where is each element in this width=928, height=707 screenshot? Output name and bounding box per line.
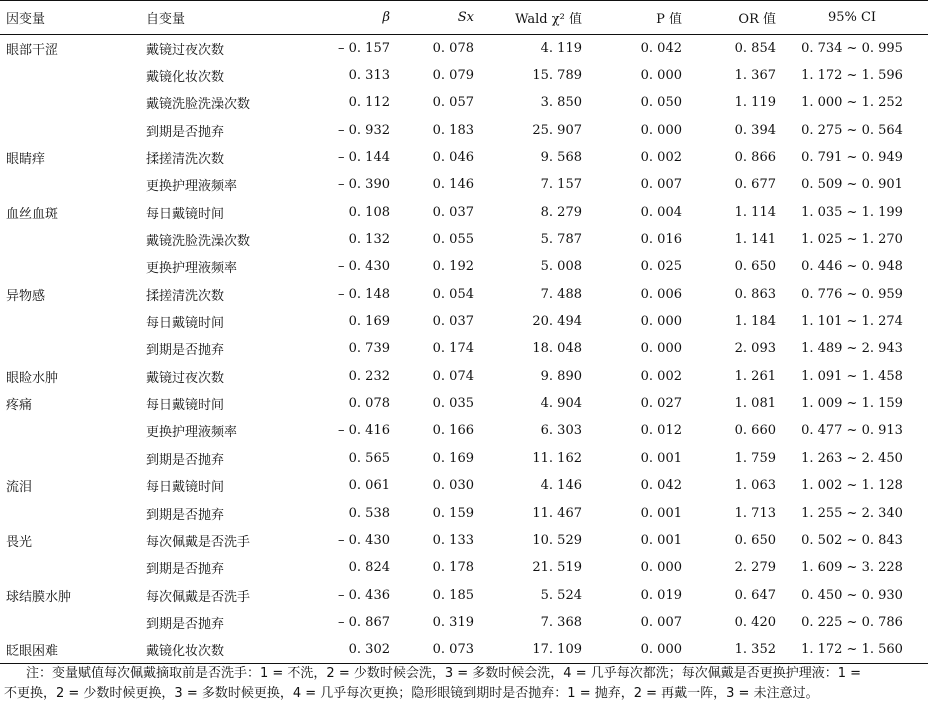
cell-dependent (0, 171, 132, 198)
header-or: OR 值 (682, 1, 776, 35)
cell-sx: 0. 169 (432, 450, 474, 466)
cell-wald: 21. 519 (532, 560, 582, 576)
cell-dependent (0, 335, 132, 362)
cell-or: 1. 759 (734, 450, 776, 466)
cell-or: 1. 063 (734, 478, 776, 494)
cell-or: 0. 394 (734, 122, 776, 138)
cell-independent: 戴镜化妆次数 (132, 636, 302, 663)
cell-p: 0. 000 (640, 68, 682, 84)
cell-beta: – 0. 390 (338, 177, 390, 193)
header-independent: 自变量 (132, 1, 302, 35)
table-row (0, 554, 928, 581)
cell-ci: 0. 275 ~ 0. 564 (801, 122, 903, 138)
cell-beta: – 0. 430 (338, 532, 390, 548)
cell-sx: 0. 037 (432, 314, 474, 330)
cell-ci: 1. 009 ~ 1. 159 (801, 396, 903, 412)
header-p: P 值 (582, 1, 682, 35)
cell-or: 0. 677 (734, 177, 776, 193)
cell-ci: 1. 263 ~ 2. 450 (801, 450, 903, 466)
cell-wald: 15. 789 (532, 68, 582, 84)
cell-beta: – 0. 867 (338, 614, 390, 630)
cell-ci: 1. 025 ~ 1. 270 (801, 232, 903, 248)
cell-wald: 5. 787 (540, 232, 582, 248)
cell-sx: 0. 159 (432, 505, 474, 521)
cell-independent: 到期是否抛弃 (146, 343, 225, 359)
table-row (0, 527, 928, 554)
cell-wald: 5. 524 (540, 587, 582, 603)
cell-ci: 1. 172 ~ 1. 596 (801, 68, 903, 84)
cell-dependent (0, 445, 132, 472)
cell-p: 0. 007 (640, 614, 682, 630)
cell-wald: 3. 850 (540, 95, 582, 111)
table-row (0, 581, 928, 608)
cell-ci: 0. 776 ~ 0. 959 (801, 286, 903, 302)
cell-beta: 0. 565 (348, 450, 390, 466)
cell-ci: 0. 502 ~ 0. 843 (801, 532, 903, 548)
cell-p: 0. 007 (640, 177, 682, 193)
cell-sx: 0. 178 (432, 560, 474, 576)
cell-dependent: 眼部干涩 (6, 42, 59, 58)
cell-independent: 更换护理液频率 (146, 425, 238, 441)
cell-sx: 0. 183 (432, 122, 474, 138)
cell-wald: 4. 146 (540, 478, 582, 494)
cell-beta: – 0. 430 (338, 259, 390, 275)
cell-dependent (0, 62, 132, 89)
cell-or: 0. 420 (734, 614, 776, 630)
table-row (0, 226, 928, 253)
cell-dependent: 眨眼困难 (0, 636, 132, 663)
cell-independent: 戴镜过夜次数 (146, 370, 225, 386)
cell-independent: 每日戴镜时间 (146, 316, 225, 332)
cell-dependent: 眼睛痒 (6, 152, 46, 168)
cell-wald: 8. 279 (540, 204, 582, 220)
cell-independent: 到期是否抛弃 (146, 452, 225, 468)
cell-wald: 4. 904 (540, 396, 582, 412)
cell-beta: – 0. 932 (338, 122, 390, 138)
cell-beta: 0. 313 (348, 68, 390, 84)
cell-p: 0. 016 (640, 232, 682, 248)
cell-ci: 0. 791 ~ 0. 949 (801, 150, 903, 166)
cell-or: 0. 854 (734, 40, 776, 56)
cell-sx: 0. 078 (432, 40, 474, 56)
header-dependent: 因变量 (0, 1, 132, 35)
cell-wald: 11. 467 (532, 505, 582, 521)
cell-ci: 0. 477 ~ 0. 913 (801, 423, 903, 439)
cell-p: 0. 012 (640, 423, 682, 439)
cell-dependent (0, 308, 132, 335)
cell-p: 0. 002 (640, 150, 682, 166)
table-row (0, 363, 928, 390)
cell-ci: 0. 225 ~ 0. 786 (801, 614, 903, 630)
cell-sx: 0. 035 (432, 396, 474, 412)
cell-ci: 0. 446 ~ 0. 948 (801, 259, 903, 275)
cell-p: 0. 000 (640, 341, 682, 357)
cell-p: 0. 000 (582, 636, 682, 663)
cell-dependent (0, 417, 132, 444)
cell-beta: 0. 232 (348, 368, 390, 384)
cell-independent: 每日戴镜时间 (146, 398, 225, 414)
cell-beta: 0. 078 (348, 396, 390, 412)
cell-beta: 0. 061 (348, 478, 390, 494)
cell-ci: 1. 101 ~ 1. 274 (801, 314, 903, 330)
table-footnote (0, 664, 924, 704)
cell-independent: 到期是否抛弃 (146, 507, 225, 523)
cell-p: 0. 042 (640, 478, 682, 494)
cell-p: 0. 000 (640, 314, 682, 330)
cell-beta: 0. 112 (348, 95, 390, 111)
cell-beta: – 0. 436 (338, 587, 390, 603)
cell-dependent (0, 226, 132, 253)
cell-independent: 戴镜过夜次数 (146, 42, 225, 58)
cell-dependent: 眼睑水肿 (6, 370, 59, 386)
cell-sx: 0. 055 (432, 232, 474, 248)
table-row (0, 171, 928, 198)
cell-p: 0. 004 (640, 204, 682, 220)
cell-or: 1. 081 (734, 396, 776, 412)
header-beta: β (302, 1, 390, 35)
cell-beta: 0. 169 (348, 314, 390, 330)
table-row (0, 253, 928, 280)
cell-dependent: 球结膜水肿 (6, 589, 72, 605)
cell-p: 0. 027 (640, 396, 682, 412)
table-row (0, 390, 928, 417)
cell-or: 1. 352 (682, 636, 776, 663)
cell-p: 0. 019 (640, 587, 682, 603)
cell-beta: – 0. 144 (338, 150, 390, 166)
cell-sx: 0. 030 (432, 478, 474, 494)
table-row (0, 89, 928, 116)
cell-p: 0. 042 (640, 40, 682, 56)
cell-dependent (0, 554, 132, 581)
cell-beta: 0. 132 (348, 232, 390, 248)
cell-wald: 5. 008 (540, 259, 582, 275)
cell-sx: 0. 046 (432, 150, 474, 166)
cell-or: 2. 093 (734, 341, 776, 357)
cell-p: 0. 002 (640, 368, 682, 384)
cell-sx: 0. 166 (432, 423, 474, 439)
cell-p: 0. 001 (640, 450, 682, 466)
table-row (0, 35, 928, 62)
cell-wald: 10. 529 (532, 532, 582, 548)
cell-or: 1. 367 (734, 68, 776, 84)
cell-p: 0. 000 (640, 560, 682, 576)
cell-sx: 0. 146 (432, 177, 474, 193)
cell-independent: 每日戴镜时间 (146, 480, 225, 496)
cell-dependent: 疼痛 (6, 398, 33, 414)
cell-independent: 每日戴镜时间 (146, 206, 225, 222)
cell-sx: 0. 192 (432, 259, 474, 275)
table-row (0, 417, 928, 444)
cell-p: 0. 000 (640, 122, 682, 138)
table-row (0, 144, 928, 171)
cell-p: 0. 006 (640, 286, 682, 302)
cell-or: 0. 660 (734, 423, 776, 439)
cell-or: 1. 713 (734, 505, 776, 521)
cell-beta: 0. 302 (302, 636, 390, 663)
cell-or: 1. 141 (734, 232, 776, 248)
cell-ci: 1. 489 ~ 2. 943 (801, 341, 903, 357)
cell-or: 0. 647 (734, 587, 776, 603)
cell-wald: 20. 494 (532, 314, 582, 330)
header-ci: 95% CI (776, 1, 928, 35)
cell-wald: 7. 157 (540, 177, 582, 193)
cell-dependent: 血丝血斑 (6, 206, 59, 222)
cell-ci: 1. 091 ~ 1. 458 (801, 368, 903, 384)
table-row (0, 308, 928, 335)
footnote-line-2: 不更换，2 = 少数时候更换，3 = 多数时候更换，4 = 几乎每次更换；隐形眼镜到期时是否抛弃：1 = 抛弃，2 = 再戴一阵，3 = 未注意过。 (4, 686, 819, 701)
cell-independent: 揉搓清洗次数 (146, 152, 225, 168)
cell-sx: 0. 054 (432, 286, 474, 302)
table-row (0, 281, 928, 308)
cell-or: 1. 114 (734, 204, 776, 220)
cell-dependent: 异物感 (6, 288, 46, 304)
cell-ci: 1. 000 ~ 1. 252 (801, 95, 903, 111)
cell-wald: 17. 109 (474, 636, 582, 663)
cell-or: 0. 650 (734, 532, 776, 548)
cell-independent: 到期是否抛弃 (146, 124, 225, 140)
cell-ci: 0. 450 ~ 0. 930 (801, 587, 903, 603)
header-row (0, 1, 928, 35)
cell-or: 1. 261 (734, 368, 776, 384)
cell-sx: 0. 319 (432, 614, 474, 630)
cell-dependent: 流泪 (6, 480, 33, 496)
table-header (0, 1, 928, 35)
cell-or: 1. 184 (734, 314, 776, 330)
cell-wald: 4. 119 (540, 40, 582, 56)
cell-or: 2. 279 (734, 560, 776, 576)
table-row (0, 499, 928, 526)
cell-independent: 戴镜洗脸洗澡次数 (146, 97, 251, 113)
cell-ci: 1. 172 ~ 1. 560 (776, 636, 928, 663)
table-row (0, 609, 928, 636)
cell-dependent (0, 609, 132, 636)
table-row (0, 62, 928, 89)
cell-wald: 9. 890 (540, 368, 582, 384)
cell-dependent: 畏光 (6, 534, 33, 550)
cell-ci: 1. 002 ~ 1. 128 (801, 478, 903, 494)
cell-sx: 0. 073 (390, 636, 474, 663)
table-row (0, 199, 928, 226)
cell-sx: 0. 079 (432, 68, 474, 84)
cell-independent: 戴镜洗脸洗澡次数 (146, 234, 251, 250)
cell-dependent (0, 89, 132, 116)
cell-independent: 揉搓清洗次数 (146, 288, 225, 304)
cell-sx: 0. 057 (432, 95, 474, 111)
header-sx: Sx (390, 1, 474, 35)
cell-independent: 到期是否抛弃 (146, 562, 225, 578)
cell-wald: 25. 907 (532, 122, 582, 138)
cell-independent: 更换护理液频率 (146, 261, 238, 277)
cell-p: 0. 025 (640, 259, 682, 275)
cell-dependent (0, 117, 132, 144)
cell-beta: – 0. 157 (338, 40, 390, 56)
cell-beta: 0. 538 (348, 505, 390, 521)
cell-wald: 7. 368 (540, 614, 582, 630)
footnote-line-1: 注：变量赋值每次佩戴摘取前是否洗手：1 = 不洗，2 = 少数时候会洗，3 = 多数时候会洗，4 = 几乎每次都洗；每次佩戴是否更换护理液：1 = (26, 666, 862, 681)
cell-beta: 0. 739 (348, 341, 390, 357)
cell-beta: 0. 824 (348, 560, 390, 576)
table-row (0, 472, 928, 499)
cell-independent: 戴镜化妆次数 (146, 70, 225, 86)
table-row (0, 335, 928, 362)
cell-ci: 0. 734 ~ 0. 995 (801, 40, 903, 56)
cell-beta: – 0. 148 (338, 286, 390, 302)
cell-ci: 1. 609 ~ 3. 228 (801, 560, 903, 576)
cell-sx: 0. 185 (432, 587, 474, 603)
cell-independent: 每次佩戴是否洗手 (146, 534, 251, 550)
cell-wald: 6. 303 (540, 423, 582, 439)
cell-or: 0. 866 (734, 150, 776, 166)
table-row (0, 445, 928, 472)
cell-or: 0. 650 (734, 259, 776, 275)
cell-p: 0. 001 (640, 505, 682, 521)
cell-or: 1. 119 (734, 95, 776, 111)
header-wald: Wald χ² 值 (474, 1, 582, 35)
cell-beta: – 0. 416 (338, 423, 390, 439)
cell-independent: 到期是否抛弃 (146, 616, 225, 632)
cell-sx: 0. 174 (432, 341, 474, 357)
cell-wald: 18. 048 (532, 341, 582, 357)
cell-sx: 0. 133 (432, 532, 474, 548)
cell-independent: 每次佩戴是否洗手 (146, 589, 251, 605)
cell-ci: 0. 509 ~ 0. 901 (801, 177, 903, 193)
cell-p: 0. 001 (640, 532, 682, 548)
cell-wald: 7. 488 (540, 286, 582, 302)
cell-beta: 0. 108 (348, 204, 390, 220)
cell-dependent (0, 253, 132, 280)
cell-sx: 0. 074 (432, 368, 474, 384)
cell-independent: 更换护理液频率 (146, 179, 238, 195)
cell-sx: 0. 037 (432, 204, 474, 220)
cell-ci: 1. 035 ~ 1. 199 (801, 204, 903, 220)
cell-wald: 11. 162 (532, 450, 582, 466)
cell-ci: 1. 255 ~ 2. 340 (801, 505, 903, 521)
table-row (0, 117, 928, 144)
table-body (0, 35, 928, 664)
cell-dependent (0, 499, 132, 526)
cell-or: 0. 863 (734, 286, 776, 302)
cell-wald: 9. 568 (540, 150, 582, 166)
table-row (0, 636, 928, 663)
cell-p: 0. 050 (640, 95, 682, 111)
